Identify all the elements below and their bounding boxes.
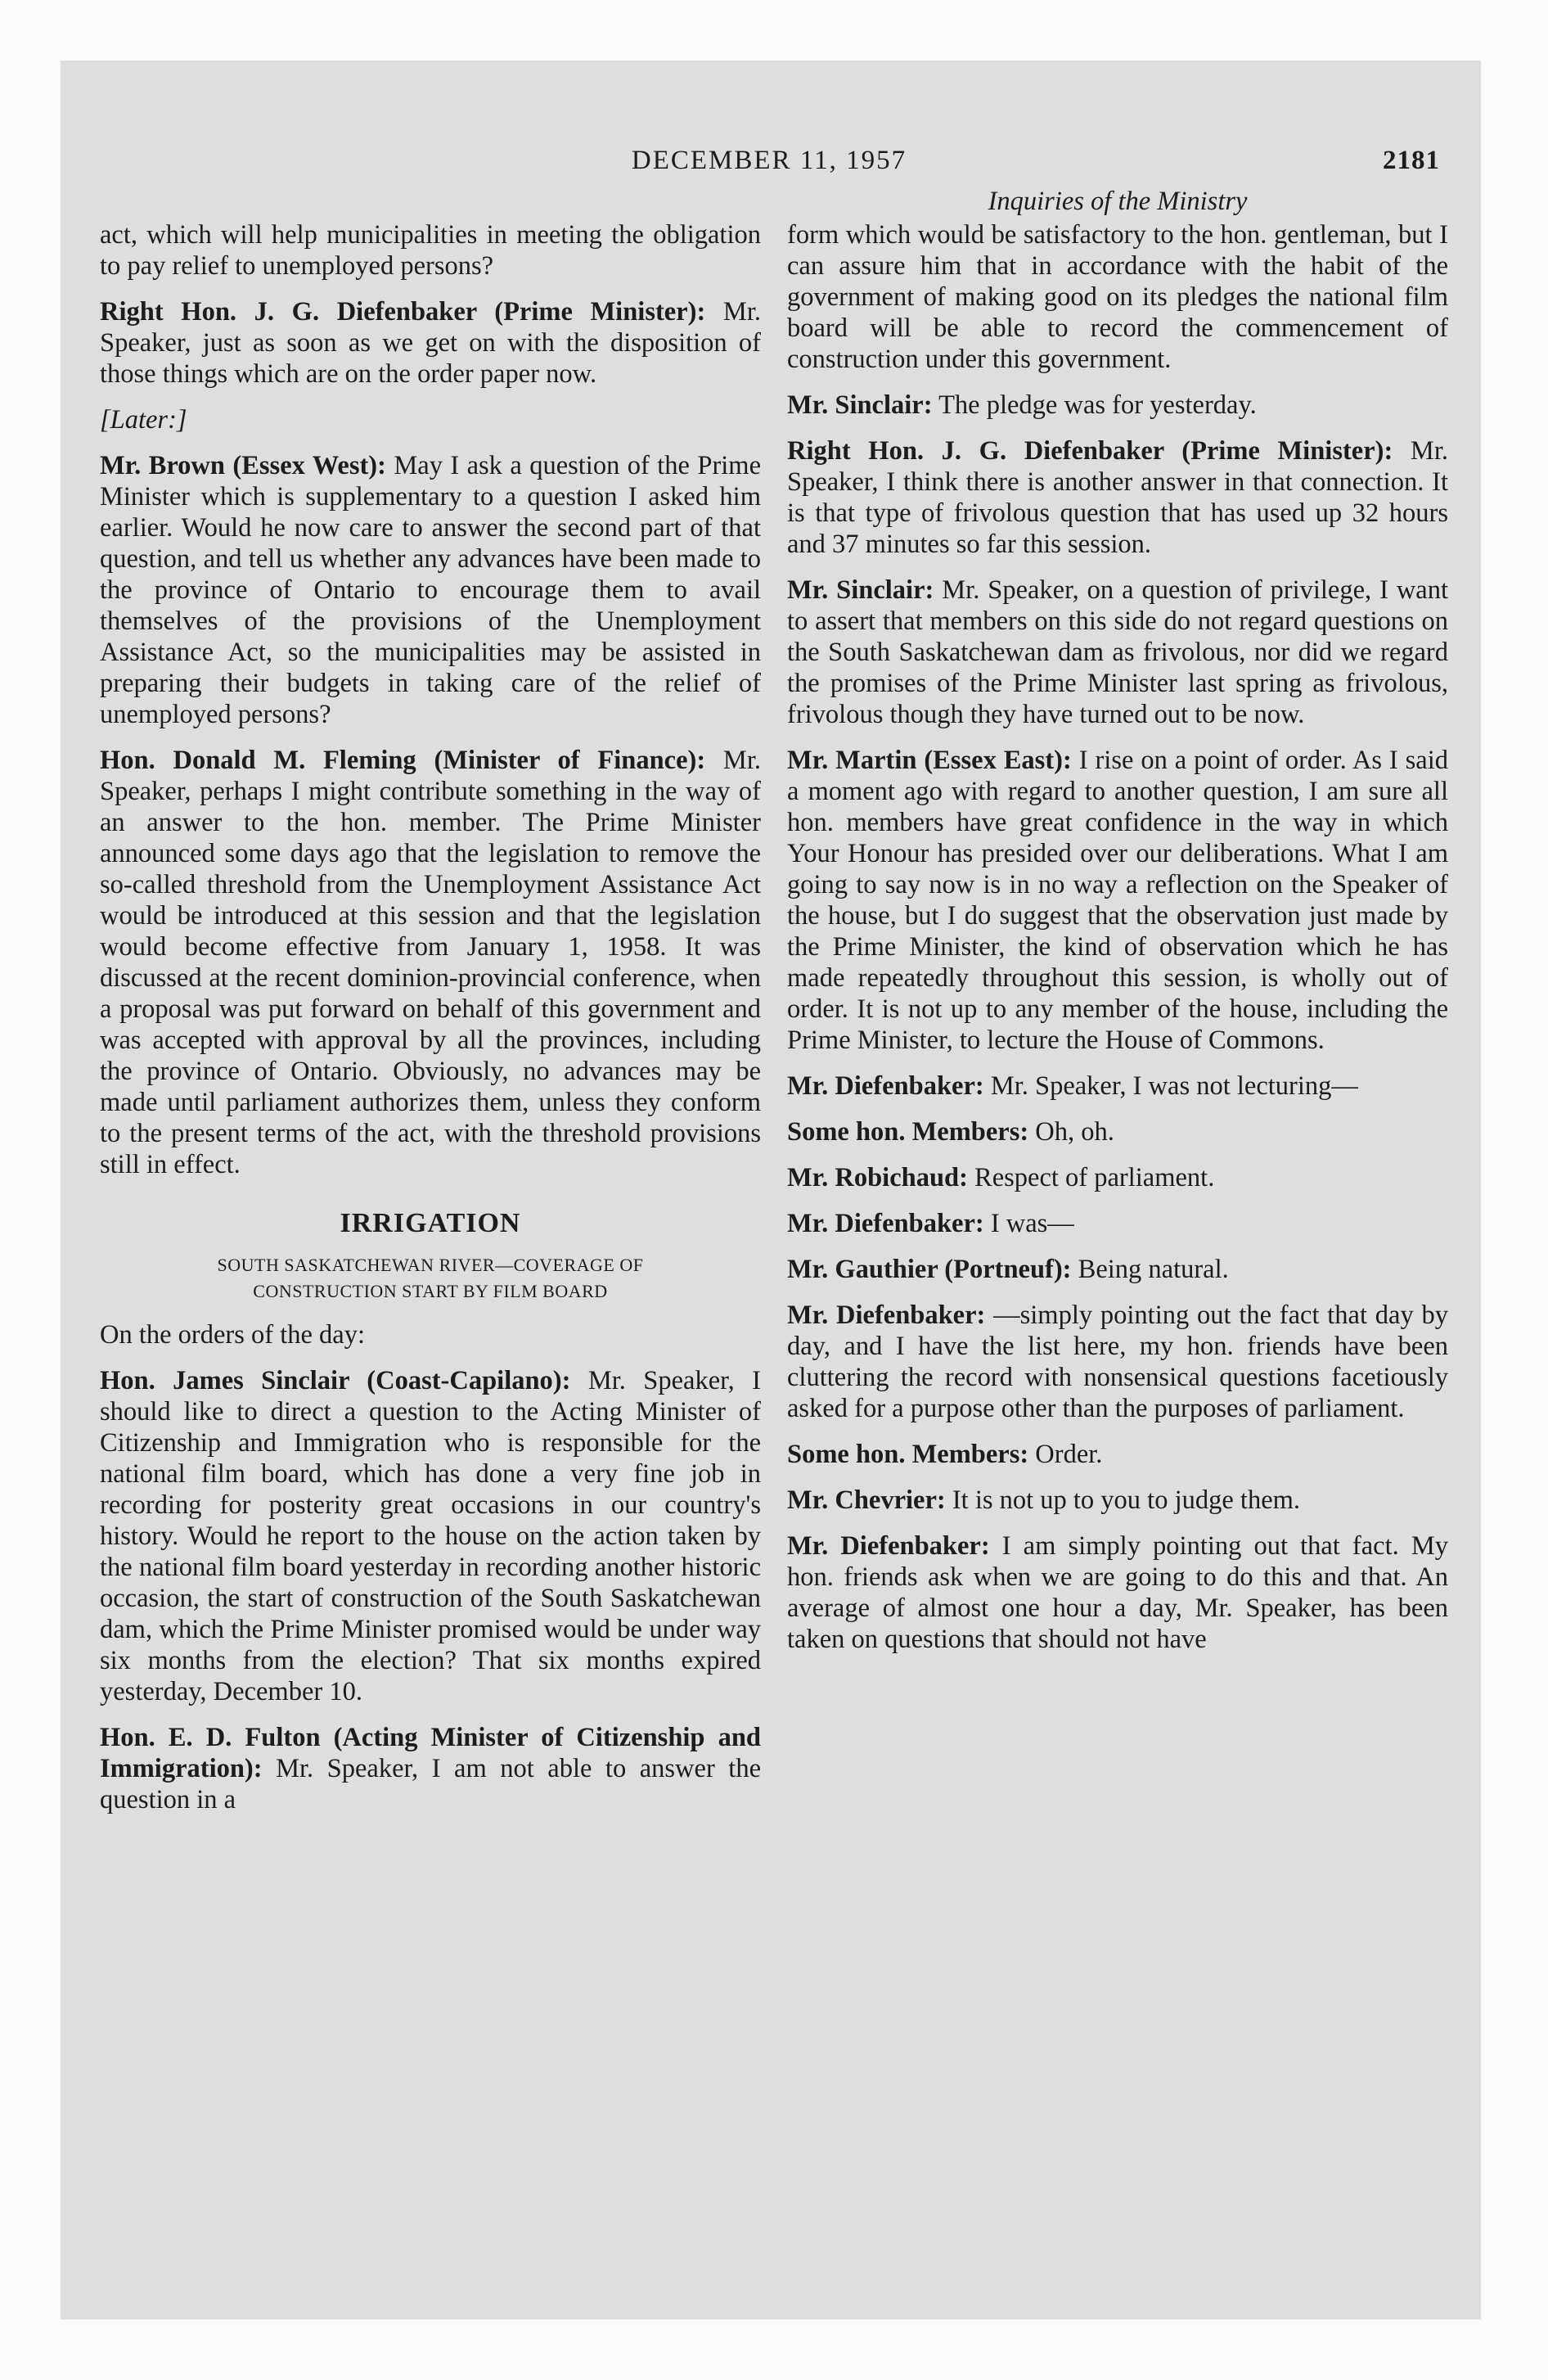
speech-text: Mr. Speaker, on a question of privilege, I want to assert that members on this side do not regard questions on the South Saskatchewan dam as frivolous, nor did we regard the promises of the Prime Minister last spring as frivolous, frivolous though they have turned out to be now. bbox=[787, 575, 1448, 729]
paragraph bbox=[787, 435, 1448, 560]
speaker-name: Hon. Donald M. Fleming (Minister of Finance): bbox=[100, 746, 706, 775]
speech-text: Oh, oh. bbox=[1028, 1117, 1114, 1147]
speech-text: Mr. Speaker, I think there is another answer in that connection. It is that type of frivolous question that has used up 32 hours and 37 minutes so far this session. bbox=[787, 436, 1448, 559]
speaker-name: Mr. Sinclair: bbox=[787, 575, 934, 605]
speaker-name: Mr. Gauthier (Portneuf): bbox=[787, 1255, 1072, 1284]
paragraph: act, which will help municipalities in meeting the obligation to pay relief to unemployed persons? bbox=[100, 220, 761, 281]
speech-text: I rise on a point of order. As I said a moment ago with regard to another question, I am sure all hon. members have great confidence in the way in which Your Honour has presided over our deliberations. What I am going to say now is in no way a reflection on the Speaker of the house, but I do suggest that the observation just made by the Prime Minister, the kind of observation which he has made repeatedly throughout this session, is wholly out of order. It is not up to any member of the house, including the Prime Minister, to lecture the House of Commons. bbox=[787, 746, 1448, 1055]
speaker-name: Mr. Brown (Essex West): bbox=[100, 451, 386, 480]
speaker-name: Hon. James Sinclair (Coast-Capilano): bbox=[100, 1366, 571, 1395]
speech-text: Order. bbox=[1028, 1440, 1103, 1469]
speech-text: Mr. Speaker, perhaps I might contribute something in the way of an answer to the hon. member. The Prime Minister announced some days ago that the legislation to remove the so-called threshold from the Unemployment Assistance Act would be introduced at this session and that the legislation would become effective from January 1, 1958. It was discussed at the recent dominion-provincial conference, when a proposal was put forward on behalf of this government and was accepted with approval by all the provinces, including the province of Ontario. Obviously, no advances may be made until parliament authorizes them, unless they conform to the present terms of the act, with the threshold provisions still in effect. bbox=[100, 746, 761, 1179]
speaker-name: Right Hon. J. G. Diefenbaker (Prime Minister): bbox=[100, 297, 706, 327]
paragraph bbox=[100, 1722, 761, 1815]
paragraph bbox=[100, 296, 761, 390]
speech-text: May I ask a question of the Prime Minister which is supplementary to a question I asked him earlier. Would he now care to answer the second part of that question, and tell us whether any advances have been made to the province of Ontario to encourage them to avail themselves of the provisions of the Unemployment Assistance Act, so the municipalities may be assisted in preparing their budgets in taking care of the relief of unemployed persons? bbox=[100, 451, 762, 729]
paragraph bbox=[787, 745, 1448, 1056]
speaker-name: Mr. Martin (Essex East): bbox=[787, 746, 1072, 775]
speech-text: Mr. Speaker, just as soon as we get on with the disposition of those things which are on the order paper now. bbox=[100, 297, 761, 389]
speech-text: Mr. Speaker, I should like to direct a question to the Acting Minister of Citizenship and Immigration who is responsible for the national film board, which has done a very fine job in recording for posterity great occasions in our country's history. Would he report to the house on the action taken by the national film board yesterday in recording another historic occasion, the start of construction of the South Saskatchewan dam, which the Prime Minister promised would be under way six months from the election? That six months expired yesterday, December 10. bbox=[100, 1366, 761, 1706]
speech-text: Mr. Speaker, I was not lecturing— bbox=[983, 1071, 1358, 1101]
speaker-name: Some hon. Members: bbox=[787, 1117, 1029, 1147]
paragraph bbox=[787, 1162, 1448, 1193]
later-note: [Later:] bbox=[100, 405, 187, 435]
paragraph bbox=[787, 575, 1448, 730]
speaker-name: Mr. Chevrier: bbox=[787, 1485, 946, 1515]
subheading-line: SOUTH SASKATCHEWAN RIVER—COVERAGE OF bbox=[217, 1255, 644, 1275]
page-number: 2181 bbox=[1383, 146, 1440, 175]
speaker-name: Mr. Diefenbaker: bbox=[787, 1209, 984, 1238]
speaker-name: Hon. E. D. Fulton (Acting Minister of Citizenship and Immigration): bbox=[100, 1723, 761, 1783]
speech-text: I am simply pointing out that fact. My hon. friends ask when we are going to do this and that. An average of almost one hour a day, Mr. Speaker, has been taken on questions that should not have bbox=[787, 1531, 1448, 1654]
paragraph bbox=[787, 1439, 1448, 1470]
section-subheading bbox=[100, 1252, 761, 1305]
paragraph bbox=[787, 1116, 1448, 1147]
subheading-line: CONSTRUCTION START BY FILM BOARD bbox=[253, 1281, 608, 1301]
section-title: IRRIGATION bbox=[340, 1208, 521, 1238]
speaker-name: Mr. Diefenbaker: bbox=[787, 1071, 984, 1101]
speaker-name: Mr. Robichaud: bbox=[787, 1163, 968, 1192]
paragraph bbox=[787, 1300, 1448, 1424]
paragraph: On the orders of the day: bbox=[100, 1320, 366, 1350]
paragraph bbox=[787, 1485, 1448, 1516]
paragraph bbox=[100, 745, 761, 1180]
speech-text: —simply pointing out the fact that day by day, and I have the list here, my hon. friends have been cluttering the record with nonsensical questions facetiously asked for a purpose other than the purposes of parliament. bbox=[787, 1300, 1449, 1423]
paragraph bbox=[787, 1254, 1448, 1285]
paragraph bbox=[787, 390, 1448, 421]
right-column bbox=[787, 219, 1448, 1670]
speech-text: The pledge was for yesterday. bbox=[932, 390, 1257, 420]
paragraph bbox=[100, 1365, 761, 1707]
paragraph: form which would be satisfactory to the hon. gentleman, but I can assure him that in accordance with the habit of the government of making good on its pledges the national film board will be able to record the commencement of construction under this government. bbox=[787, 220, 1448, 374]
speech-text: I was— bbox=[983, 1209, 1074, 1238]
speech-text: Respect of parliament. bbox=[967, 1163, 1215, 1192]
paragraph bbox=[787, 1530, 1448, 1655]
speech-text: It is not up to you to judge them. bbox=[945, 1485, 1301, 1515]
left-column bbox=[100, 219, 761, 1830]
speech-text: Being natural. bbox=[1071, 1255, 1229, 1284]
running-head: Inquiries of the Ministry bbox=[988, 187, 1248, 216]
speaker-name: Right Hon. J. G. Diefenbaker (Prime Minister): bbox=[787, 436, 1393, 466]
speaker-name: Some hon. Members: bbox=[787, 1440, 1029, 1469]
speaker-name: Mr. Sinclair: bbox=[787, 390, 933, 420]
paragraph bbox=[787, 1208, 1448, 1239]
paragraph bbox=[787, 1071, 1448, 1102]
speaker-name: Mr. Diefenbaker: bbox=[787, 1300, 986, 1330]
paragraph bbox=[100, 450, 761, 730]
speaker-name: Mr. Diefenbaker: bbox=[787, 1531, 990, 1561]
speech-text: Mr. Speaker, I am not able to answer the question in a bbox=[100, 1754, 761, 1814]
header-date: DECEMBER 11, 1957 bbox=[631, 146, 907, 175]
